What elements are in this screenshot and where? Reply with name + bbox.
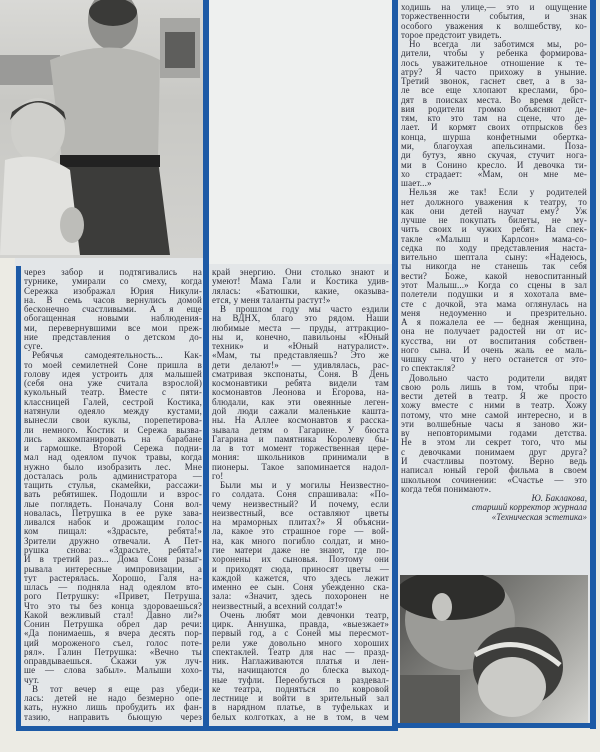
text-line: край энергию. Они столько знают и (212, 268, 389, 277)
text-line: неизвестный, а всехний солдат!» (212, 601, 343, 611)
text-line: ник. Наглаживаются платья и лен- (212, 657, 389, 667)
text-line: техник» и «Юный натуралист». (212, 342, 389, 352)
text-line: Не в этом ли секрет того, что мы (401, 438, 587, 448)
text-line: на мраморных плитах?» Я объясни- (212, 518, 389, 528)
text-line: чему неизвестный? И почему, если (212, 499, 389, 509)
text-line: ние представления о детском до- (24, 332, 202, 342)
text-line: и гармошке. Второй Сережа подни- (24, 444, 202, 454)
text-line: чут. (24, 675, 40, 685)
right-accent-bar (590, 0, 596, 729)
text-line: Сонин Петрушка обрел дар речи: (24, 620, 202, 630)
text-line: в нарядном платье, в туфельках и (212, 703, 389, 713)
divider-bar-2 (392, 0, 398, 731)
text-line: лает. И кормят своих отпрысков без (401, 123, 587, 133)
text-line: голову идея устроить для малышей (24, 369, 202, 379)
photo-adult-and-child-image (400, 575, 588, 723)
text-line: белых колготках, а не в том, в чем (212, 712, 389, 722)
text-line: ли немного. Костик и Сережа вызва- (24, 425, 202, 435)
text-line: лось уважительное отношение к те- (401, 58, 587, 68)
signature-author: Ю. Баклакова, (531, 493, 587, 504)
text-line: неизвестный, все оставляют цветы (212, 508, 389, 518)
text-line: ливался набок и дрожащим голос- (24, 518, 202, 528)
text-line: то моей семилетней Соне пришла в (24, 360, 202, 370)
text-line: ла, какое это страшное горе — вой- (212, 527, 389, 537)
text-line: нет должного уважения к театру, то (401, 197, 587, 207)
text-line: меня недоуменно и презрительно. (401, 308, 587, 318)
text-line: Очень любят мои девчонки театр, (220, 610, 389, 620)
text-line: хожу вместе с ними в театр. Хожу (401, 401, 587, 411)
text-line: мал над одеялом пучок травы, когда (24, 453, 202, 463)
text-line: ты, начищаются до блеска выход- (212, 666, 389, 676)
text-line: этот Малыш...» Когда со сцены в зал (401, 280, 587, 290)
text-line: рывала интересные импровизации, а (24, 564, 202, 574)
text-line: и приходят сюда, приносят цветы — (212, 564, 389, 574)
text-line: лестнице и войти в зрительный зал (212, 694, 389, 704)
text-line: Но всегда ли заботимся мы, ро- (409, 40, 587, 50)
text-line: тут растерялась. Хорошо, Галя на- (24, 573, 202, 583)
text-line: гие матери даже не знают, где по- (212, 545, 389, 555)
text-line: лые поглядеть. Поначалу Соня вол- (24, 499, 202, 509)
text-line: ций мороженого съел, голос поте- (24, 638, 202, 648)
text-line: такле «Малыш и Карлсон» мама-со- (401, 234, 587, 244)
text-line: ты никогда не станешь так себя (401, 262, 587, 272)
signature-position: старший корректор журнала (471, 502, 587, 513)
text-line: «Да понимаешь, я вчера десять пор- (24, 629, 202, 639)
text-line: ми, перевернувшими все мои преж- (24, 323, 202, 333)
text-line: через забор и подтягивались на (24, 268, 202, 277)
text-line: когда тебя понимают». (401, 484, 492, 494)
text-line: ди бутуз, явно скучая, стучит нога- (401, 151, 587, 161)
article-column-2 (212, 268, 389, 722)
text-line: любимые места — пруды, аттракцио- (212, 323, 389, 333)
text-line: конца, шурша конфетными обертка- (401, 132, 587, 142)
text-line: каждой кажется, что здесь лежит (212, 573, 389, 583)
text-line: школьном сочинении: «Счастье — это (401, 475, 587, 485)
text-line: зала: «Значит, здесь похоронен не (212, 592, 389, 602)
text-line: космонавтики ребята видели там (212, 379, 389, 389)
text-line: Довольно часто родители видят (409, 373, 587, 383)
text-line: тям, кто это там на сцене, что де- (401, 114, 587, 124)
text-line: В тот вечер я еще раз убеди- (32, 684, 202, 694)
text-line: дители, чтобы у ребенка формирова- (401, 49, 587, 59)
text-line: нужно было изобразить лес. Мне (24, 462, 202, 472)
text-line: досталась роль администратора — (24, 471, 202, 481)
text-line: ходишь на улице,— это и ощущение (401, 3, 587, 12)
text-line: лась: детей не надо безмерно опе- (24, 694, 202, 704)
text-line: Гагарина и памятника Королеву бы- (212, 434, 389, 444)
text-line: седка по ходу представления наста- (401, 243, 587, 253)
text-line: ны. На Аллее космонавтов я расска- (212, 416, 389, 426)
text-line: обогащенная новыми наблюдения- (24, 314, 202, 324)
text-line: ком пищал: «Здрасьте, ребята!» (24, 527, 202, 537)
photo-man-and-child (0, 0, 203, 258)
text-line: лучше не покупать билеты, не му- (401, 216, 587, 226)
text-line: ми в Сонино кресло. И девочка ти- (401, 160, 587, 170)
text-line: написал юный герой фильма в своем (401, 466, 587, 476)
text-line: И в третий раз... Дома Соня разыг- (24, 555, 202, 565)
text-line: чить своих и чужих ребят. На спек- (401, 225, 587, 235)
text-line: рушка снова: «Здрасьте, ребята!» (24, 545, 202, 555)
left-accent-bar (16, 266, 21, 731)
text-line: ные туфли. Переобуться в раздевал- (212, 675, 389, 685)
text-line: торое предстоит увидеть. (401, 30, 502, 40)
text-line: натянули одеяло между кустами, (24, 406, 202, 416)
text-line: вести детей в театр. Я же просто (401, 392, 587, 402)
bottom-accent-bar-left (16, 726, 396, 731)
text-line: пионеры. Такое запоминается надол- (212, 462, 389, 472)
text-line: ны и, конечно, павильоны «Юный (212, 332, 389, 342)
text-line: вести? Боже, какой невоспитанный (401, 271, 587, 281)
text-line: кусства, ни от воспитания собствен- (401, 336, 587, 346)
text-line: «Мам, ты представляешь? Это же (212, 351, 389, 361)
text-line: вия родители громко объясняют де- (401, 104, 587, 114)
text-line: ву неповторимыми годами детства. (401, 429, 587, 439)
text-line: И счастливы поэтому. Верно ведь (401, 457, 587, 467)
text-line: на, как много погибло солдат, и мно- (212, 536, 389, 546)
divider-bar-1 (203, 0, 209, 731)
text-line: Какой вежливый стал! Давно ли?» (24, 610, 202, 620)
text-line: ле все еще хлопают креслами, бро- (401, 86, 587, 96)
photo-adult-and-child (400, 575, 588, 723)
text-line: Ребячья самодеятельность... Как- (32, 351, 202, 361)
text-line: мония: школьников принимали в (212, 453, 389, 463)
text-line: рял». Галин Петрушка: «Вечно ты (24, 647, 202, 657)
text-line: спектаклей. Театр для нас — празд- (212, 647, 389, 657)
text-line: ла в тот момент торжественная цере- (212, 444, 389, 454)
text-line: В прошлом году мы часто ездили (220, 305, 389, 315)
text-line: турнике, умирали со смеху, когда (24, 277, 202, 287)
text-line: (себя она уже считала взрослой) (24, 379, 202, 389)
text-line: классницей Галей, сестрой Костика, (24, 397, 202, 407)
text-line: именно ее сын. Соня убежденно ска- (212, 583, 389, 593)
text-line: ше — слова забыл». Малыши хохо- (24, 666, 202, 676)
text-line: ке театра, подняться по ковровой (212, 684, 389, 694)
text-line: ного сына. И очень жаль ее маль- (401, 345, 587, 355)
text-line: лись аккомпанировать на барабане (24, 434, 202, 444)
text-line: космонавтов Леонова и Егорова, на- (212, 388, 389, 398)
text-line: ется, у меня таланты растут!» (212, 295, 331, 305)
text-line: Сережка изображал Юрия Никули- (24, 286, 202, 296)
article-column-3 (401, 3, 587, 522)
text-line: чишку — что у него останется от это- (401, 355, 587, 365)
text-line: полетели подушки и я хохотала вме- (401, 290, 587, 300)
text-line: с девочками понимаем друг друга? (401, 447, 587, 457)
text-line: вынесли свои куклы, порепетирова- (24, 416, 202, 426)
text-line: на ВДНХ, благо это рядом. Наши (212, 314, 389, 324)
text-line: А я пожалела ее — бедная женщина, (401, 318, 587, 328)
text-line: сте с дочкой, эта мама оглянулась на (401, 299, 587, 309)
text-line: особого уважения к волшебству, ко- (401, 21, 587, 31)
text-line: новалась, Петрушка в ее руке зава- (24, 508, 202, 518)
text-line: оправдываешься. Скажи уж луч- (24, 657, 202, 667)
text-line: первый год, а с Соней мы пересмот- (212, 629, 389, 639)
text-line: умеют! Мама Гали и Костика удив- (212, 277, 389, 287)
text-line: Что это ты без конца здороваешься? (24, 601, 202, 611)
text-line: Третий звонок, гаснет свет, а в за- (401, 77, 587, 87)
text-line: потому, что мне самой интересно, и в (401, 410, 587, 420)
text-line: тазию, направить бьющую через (24, 712, 202, 722)
text-line: ми, благоухая апельсинами. Поза- (401, 141, 587, 151)
signature-publication: «Техническая эстетика» (491, 511, 587, 522)
text-line: бесконечно счастливыми. А я еще (24, 305, 202, 315)
text-line: шает...» (401, 179, 432, 189)
text-line: вительно шептала сыну: «Надеюсь, (401, 253, 587, 263)
text-line: кукольный театр. Вместе с пяти- (24, 388, 202, 398)
text-line: тащить стулья, скамейки, рассажи- (24, 481, 202, 491)
text-line: лялась: «Батюшки, какие, оказыва- (212, 286, 389, 296)
text-line: рого Петрушку: «Привет, Петруша. (24, 592, 202, 602)
text-line: хоронены их сыновья. Поэтому они (212, 555, 389, 565)
article-column-1 (24, 268, 202, 722)
photo-man-and-child-image (0, 0, 203, 258)
text-line: го! (212, 471, 224, 481)
text-line: цирк. Аннушка, правда, «выезжает» (212, 620, 389, 630)
text-line: торжественности события, и знак (401, 12, 587, 22)
text-line: она не получает радостей ни от ис- (401, 327, 587, 337)
text-line: дят в поисках места. Во время дейст- (401, 95, 587, 105)
text-line: хо страдает: «Мам, он мне ме- (401, 169, 587, 179)
text-line: шлась — подняла над одеялом вто- (24, 583, 202, 593)
text-line: го спектакля? (401, 364, 456, 374)
text-line: дети делают!» — удивлялась, рас- (212, 360, 389, 370)
text-line: го солдата. Соня спрашивала: «По- (212, 490, 389, 500)
text-line: эти волшебные часы я заново жи- (401, 419, 587, 429)
text-line: Зрители дружно отвечали. А Пет- (24, 536, 202, 546)
text-line: атру? Я часто прихожу в уныние. (401, 67, 587, 77)
bottom-accent-bar-right (392, 723, 596, 728)
text-line: Нельзя же так! Если у родителей (409, 188, 587, 198)
text-line: свою роль лишь в том, чтобы при- (401, 382, 587, 392)
text-line: на. В семь часов вернулись домой (24, 295, 202, 305)
text-line: блюдали, как эти овеянные леген- (212, 397, 389, 407)
text-line: вать ребятишек. Подошли и взрос- (24, 490, 202, 500)
text-line: кать, нужно лишь пробудить их фан- (24, 703, 202, 713)
text-line: рели уже довольно много хороших (212, 638, 389, 648)
text-line: как они детей научат ему? Уж (401, 206, 587, 216)
text-line: Были мы и у могилы Неизвестно- (220, 481, 389, 491)
text-line: сматривая экспонаты, Соня. В День (212, 369, 389, 379)
text-line: суге. (24, 342, 43, 352)
text-line: зывала детям о Гагарине. У бюста (212, 425, 389, 435)
text-line: дой люди сажали маленькие кашта- (212, 406, 389, 416)
